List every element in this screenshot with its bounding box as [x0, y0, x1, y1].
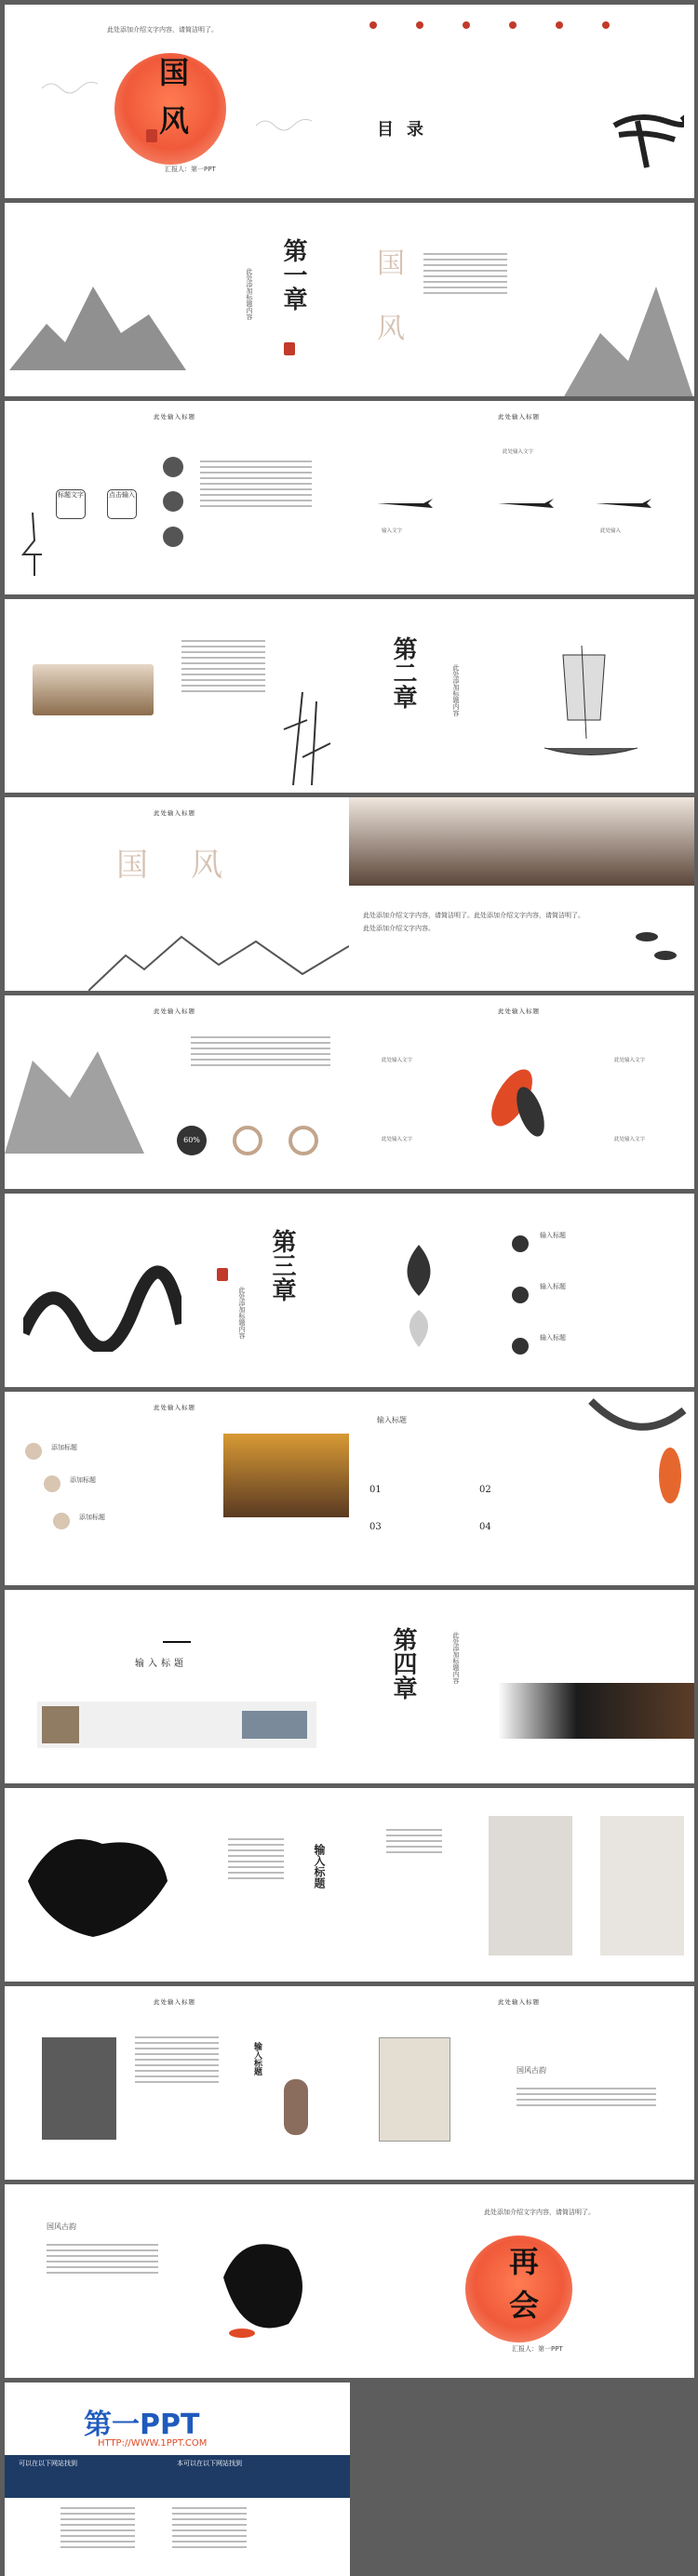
- list-item-title: 输入标题: [540, 1334, 566, 1341]
- chapter-char: 章: [389, 685, 417, 709]
- chapter-char: 四: [389, 1651, 417, 1675]
- slide-ink-splash[interactable]: [5, 1788, 350, 1982]
- palace-roof-photo: [223, 1434, 350, 1517]
- mountain-ink: [563, 259, 693, 396]
- vase-photo: [489, 1816, 572, 1955]
- koi-fish-ink: [475, 1051, 568, 1154]
- dot-icon: [416, 21, 423, 29]
- text-block: [423, 249, 507, 298]
- chapter-subtitle: 此处添加标题内容: [238, 1287, 246, 1339]
- koi-leaves-ink: [582, 1392, 694, 1513]
- banner-right-heading: 本可以在以下网站找到: [177, 2460, 242, 2467]
- list-item-title: 添加标题: [51, 1444, 77, 1451]
- logo: 第一PPT: [84, 2409, 200, 2441]
- text-block: [47, 2240, 158, 2277]
- dot-icon: [509, 21, 517, 29]
- chapter-heading: [386, 1627, 421, 1700]
- dot-icon: [556, 21, 563, 29]
- number: 03: [369, 1522, 382, 1532]
- number: 02: [479, 1485, 491, 1495]
- body-text: 此处添加介绍文字内容，请简洁明了。此处添加介绍文字内容，请简洁明了。此处添加介绍文字内容。: [363, 912, 584, 932]
- brush-photo: [33, 664, 154, 715]
- dot-icon: [369, 21, 377, 29]
- banner-left-heading: 可以在以下网站找到: [19, 2460, 77, 2467]
- slide-heading: 输入标题: [135, 1659, 187, 1669]
- fish-ink: [628, 918, 684, 974]
- chapter-char: 第: [389, 636, 417, 661]
- title-char-2: 风: [191, 847, 222, 884]
- text-block: [200, 457, 312, 511]
- title-char-1: 再: [509, 2244, 540, 2279]
- chapter-heading: [276, 238, 311, 311]
- text-block: [181, 636, 265, 696]
- bullet-icon: [25, 1443, 42, 1460]
- mountain-ink: [9, 268, 186, 370]
- slide-progress[interactable]: [5, 995, 350, 1189]
- node-circle: [163, 527, 183, 547]
- author: 汇报人：第一PPT: [512, 2345, 563, 2353]
- chapter-char: 章: [279, 287, 307, 311]
- slide-text-mountains[interactable]: [349, 203, 694, 396]
- contents-char-2: 录: [407, 120, 423, 140]
- chapter-subtitle: 此处添加标题内容: [452, 1632, 460, 1684]
- chapter-char: 第: [389, 1627, 417, 1651]
- slide-palace[interactable]: [5, 1392, 350, 1585]
- chapter-subtitle: 此处添加标题内容: [246, 268, 253, 320]
- logo-url[interactable]: HTTP://WWW.1PPT.COM: [98, 2438, 208, 2449]
- photo-thumb: [42, 1706, 79, 1743]
- slide-chapter-4[interactable]: [349, 1590, 694, 1783]
- label: 此处输入文字: [382, 1137, 413, 1142]
- label: 输入文字: [382, 528, 403, 534]
- horses-ink: [23, 1249, 181, 1352]
- divider: [163, 1641, 191, 1643]
- mountain-ink: [5, 1023, 144, 1154]
- slide-title: 此处输入标题: [154, 1998, 195, 2006]
- slide-vases[interactable]: [349, 1788, 694, 1982]
- slide-title[interactable]: [5, 5, 350, 198]
- slide-title: 此处输入标题: [154, 809, 195, 817]
- author: 汇报人：第一PPT: [165, 166, 216, 173]
- section-heading: 国风古韵: [47, 2222, 76, 2231]
- title-char-2: 风: [159, 103, 190, 139]
- hub-box: 标题文字: [56, 489, 86, 519]
- slide-koi[interactable]: [349, 995, 694, 1189]
- bamboo-ink: [275, 692, 340, 785]
- lotus-ink: [391, 1245, 447, 1356]
- house-ink-photo: [498, 1683, 694, 1739]
- title-char-1: 国: [116, 847, 148, 884]
- cloud-icon: [256, 107, 312, 135]
- seal: [284, 342, 295, 355]
- progress-badge: 60%: [177, 1126, 207, 1155]
- list-item-title: 添加标题: [70, 1476, 96, 1484]
- title-char-2: 风: [377, 313, 405, 345]
- slide-title: 此处输入标题: [154, 413, 195, 420]
- slide-guofeng-mountains[interactable]: [5, 797, 350, 991]
- progress-ring: [289, 1126, 318, 1155]
- slide-mind-map[interactable]: [5, 401, 350, 594]
- slide-credits[interactable]: [5, 2382, 350, 2576]
- chapter-char: 章: [389, 1675, 417, 1700]
- crane-ink: [14, 503, 51, 578]
- arrow-icon: [596, 494, 651, 513]
- arrow-icon: [498, 494, 554, 513]
- slide-ink-goldfish[interactable]: [5, 2184, 350, 2378]
- slide-painting[interactable]: [349, 1986, 694, 2180]
- title-char-1: 国: [159, 55, 190, 90]
- bullet-icon: [53, 1513, 70, 1529]
- chapter-heading: [265, 1229, 300, 1301]
- text-block: [517, 2084, 656, 2110]
- slide-chapter-2[interactable]: [349, 599, 694, 793]
- bullet-icon: [512, 1235, 529, 1252]
- bullet-icon: [44, 1475, 60, 1492]
- link-list: [172, 2503, 247, 2552]
- ink-painting: [379, 2037, 450, 2142]
- label: 此处输入文字: [614, 1137, 646, 1142]
- ink-splash: [19, 1816, 195, 1955]
- dot-icon: [463, 21, 470, 29]
- bullet-icon: [512, 1338, 529, 1355]
- text-block: [191, 1033, 330, 1070]
- text-block: [228, 1835, 284, 1883]
- slide-ending[interactable]: [349, 2184, 694, 2378]
- slide-title: 此处输入标题: [154, 1404, 195, 1411]
- title-char-2: 会: [509, 2288, 540, 2323]
- section-heading: 国风古韵: [517, 2066, 546, 2075]
- photo-thumb: [242, 1711, 307, 1739]
- label: 此处输入文字: [503, 449, 534, 455]
- seal: [217, 1268, 228, 1281]
- list-item-title: 添加标题: [79, 1514, 105, 1521]
- boat-ink: [535, 636, 647, 776]
- vertical-heading: 输入标题: [313, 1844, 326, 1889]
- slide-numbered[interactable]: [349, 1392, 694, 1585]
- title-char-1: 国: [377, 247, 405, 280]
- number: 01: [369, 1485, 382, 1495]
- slide-tea-room[interactable]: [349, 797, 694, 991]
- list-item-title: 输入标题: [540, 1232, 566, 1239]
- slide-photos[interactable]: [5, 1590, 350, 1783]
- slide-chapter-3[interactable]: [5, 1194, 350, 1387]
- slide-title: 此处输入标题: [154, 1008, 195, 1015]
- link-list: [60, 2503, 135, 2552]
- dot-icon: [602, 21, 610, 29]
- slide-heading: 输入标题: [377, 1416, 407, 1424]
- number: 04: [479, 1522, 491, 1532]
- mountain-ink: [88, 918, 349, 991]
- slide-chapter-1[interactable]: [5, 203, 350, 396]
- slide-village[interactable]: [5, 1986, 350, 2180]
- slide-brush-text[interactable]: [5, 599, 350, 793]
- seal: [146, 129, 157, 142]
- pine-tree-ink: [610, 107, 684, 172]
- bullet-icon: [512, 1287, 529, 1303]
- chapter-char: 一: [279, 262, 307, 287]
- vase-ink: [284, 2079, 308, 2135]
- chapter-char: 第: [279, 238, 307, 262]
- chapter-char: 三: [268, 1253, 296, 1277]
- branch-box: 点击输入: [107, 489, 137, 519]
- slide-lotus-list[interactable]: [349, 1194, 694, 1387]
- slide-three-arrows[interactable]: [349, 401, 694, 594]
- node-circle: [163, 491, 183, 512]
- tea-room-photo: [349, 797, 694, 886]
- slide-contents[interactable]: [349, 5, 694, 198]
- text-block: [135, 2033, 219, 2087]
- village-photo: [42, 2037, 116, 2140]
- label: 此处输入文字: [614, 1058, 646, 1063]
- vase-photo: [600, 1816, 684, 1955]
- label: 此处输入: [600, 528, 622, 534]
- chapter-heading: [386, 636, 421, 709]
- contents-char-1: 目: [377, 120, 394, 140]
- node-circle: [163, 457, 183, 477]
- cloud-icon: [42, 70, 98, 98]
- chapter-char: 第: [268, 1229, 296, 1253]
- progress-ring: [233, 1126, 262, 1155]
- slide-title: 此处输入标题: [498, 413, 540, 420]
- tagline: 此处添加介绍文字内容，请简洁明了。: [107, 26, 218, 33]
- label: 此处输入文字: [382, 1058, 413, 1063]
- arrow-icon: [377, 494, 433, 513]
- slide-title: 此处输入标题: [498, 1998, 540, 2006]
- chapter-char: 二: [389, 661, 417, 685]
- slide-title: 此处输入标题: [498, 1008, 540, 1015]
- chapter-subtitle: 此处添加标题内容: [452, 664, 460, 716]
- ink-splash: [205, 2231, 316, 2352]
- tagline: 此处添加介绍文字内容，请简洁明了。: [484, 2209, 595, 2216]
- text-block: [386, 1825, 442, 1857]
- chapter-char: 章: [268, 1277, 296, 1301]
- list-item-title: 输入标题: [540, 1283, 566, 1290]
- vertical-heading: 输入标题: [252, 2042, 262, 2075]
